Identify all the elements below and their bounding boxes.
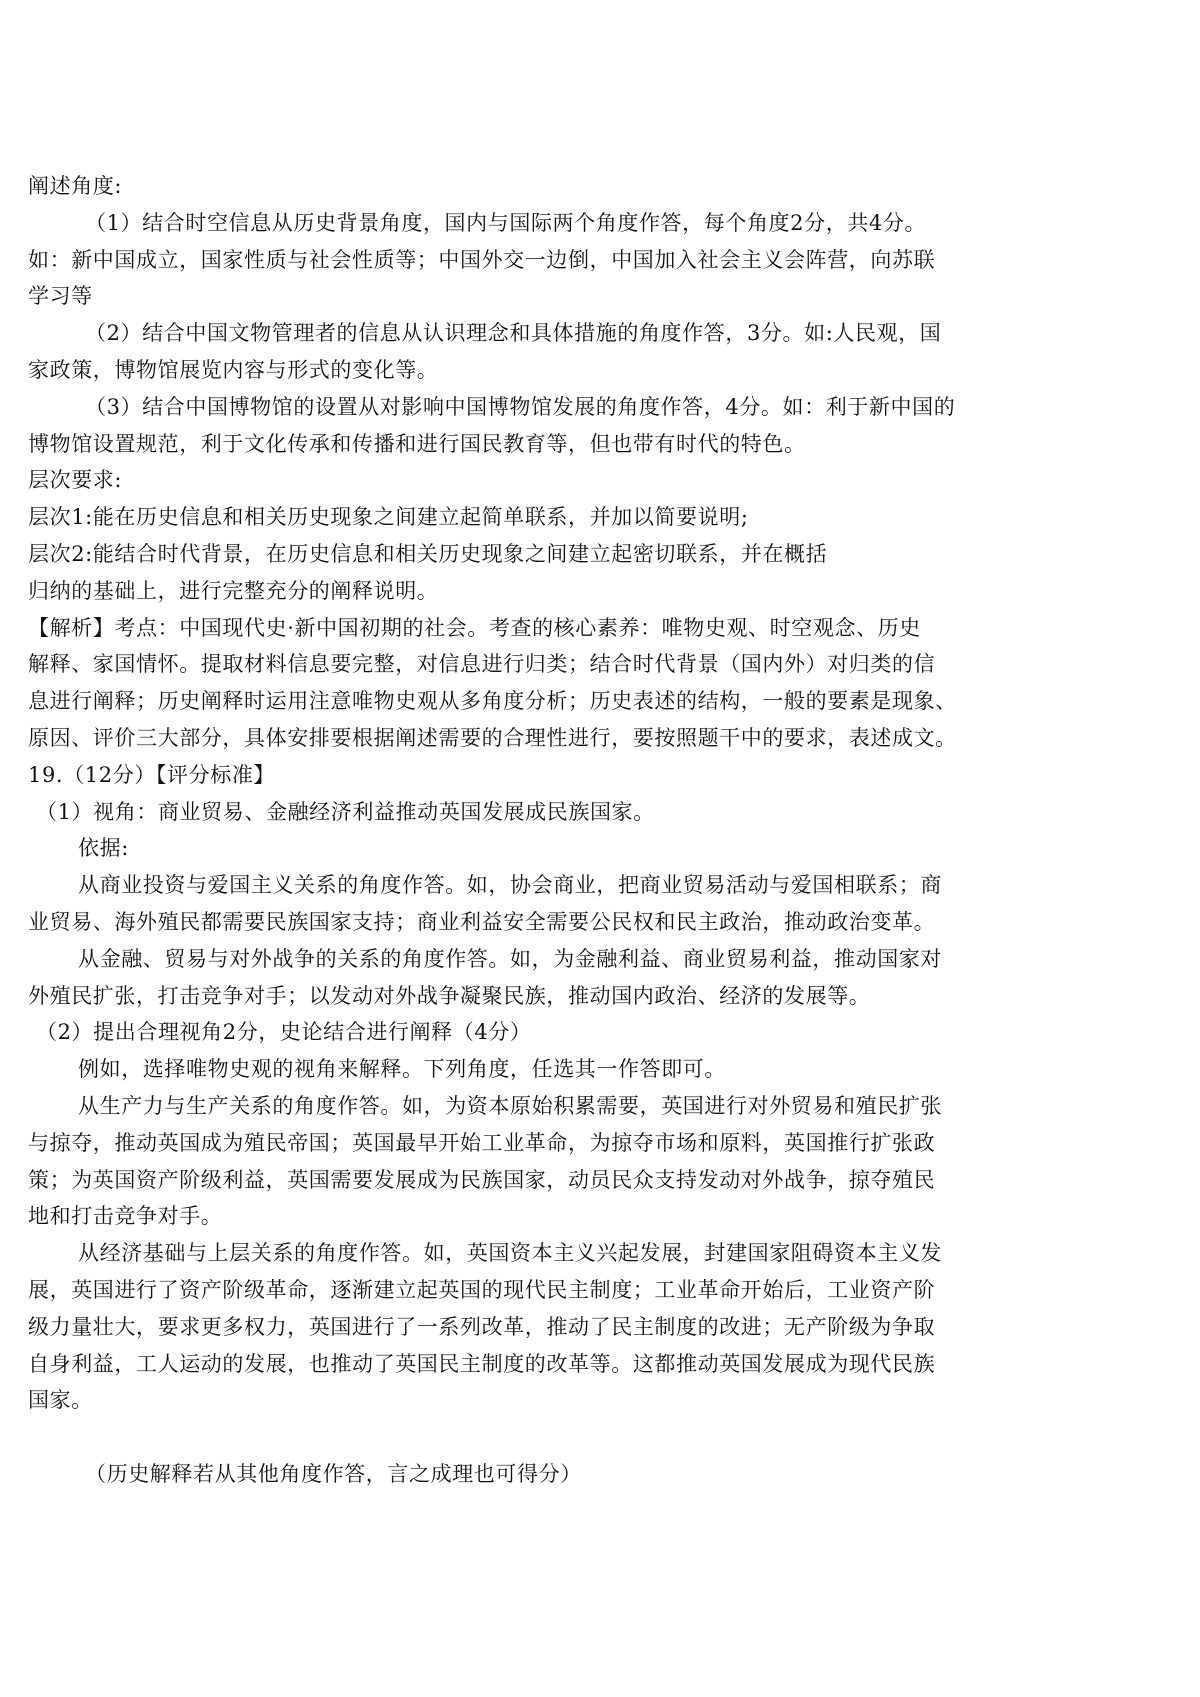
text-line: 依据:: [78, 836, 129, 861]
text-line: （1）视角：商业贸易、金融经济利益推动英国发展成民族国家。: [36, 799, 655, 824]
document-page: [28, 168, 1170, 1493]
text-line: 地和打击竞争对手。: [28, 1204, 223, 1229]
text-line: 【解析】考点：中国现代史·新中国初期的社会。考查的核心素养：唯物史观、时空观念、历史: [28, 615, 921, 640]
text-line: （3）结合中国博物馆的设置从对影响中国博物馆发展的角度作答，4分。如：利于新中国的: [85, 394, 956, 419]
text-line: 例如，选择唯物史观的视角来解释。下列角度，任选其一作答即可。: [78, 1057, 726, 1082]
text-line: （2）结合中国文物管理者的信息从认识理念和具体措施的角度作答，3分。如:人民观，国: [85, 321, 942, 346]
text-line: 层次1:能在历史信息和相关历史现象之间建立起简单联系，并加以简要说明;: [28, 505, 749, 530]
text-line: 与掠夺，推动英国成为殖民帝国；英国最早开始工业革命，为掠夺市场和原料，英国推行扩张政: [28, 1130, 936, 1155]
text-line: 学习等: [28, 284, 93, 309]
text-line: 层次2:能结合时代背景，在历史信息和相关历史现象之间建立起密切联系，并在概括: [28, 541, 828, 566]
text-line: 解释、家国情怀。提取材料信息要完整，对信息进行归类；结合时代背景（国内外）对归类的信: [28, 652, 936, 677]
text-line: 原因、评价三大部分，具体安排要根据阐述需要的合理性进行，要按照题干中的要求，表述成文。: [28, 725, 957, 750]
text-line: 自身利益，工人运动的发展，也推动了英国民主制度的改革等。这都推动英国发展成为现代民族: [28, 1351, 936, 1376]
text-line: 展，英国进行了资产阶级革命，逐渐建立起英国的现代民主制度；工业革命开始后，工业资产阶: [28, 1277, 936, 1302]
text-line: 业贸易、海外殖民都需要民族国家支持；商业利益安全需要公民权和民主政治，推动政治变革。: [28, 909, 936, 934]
spacer: [28, 1419, 1170, 1456]
text-line: （2）提出合理视角2分，史论结合进行阐释（4分）: [36, 1020, 532, 1045]
text-line: 国家。: [28, 1388, 93, 1413]
text-line: 策；为英国资产阶级利益，英国需要发展成为民族国家，动员民众支持发动对外战争，掠夺殖民: [28, 1167, 936, 1192]
section-heading: 层次要求:: [28, 468, 123, 493]
text-line: 归纳的基础上，进行完整充分的阐释说明。: [28, 578, 439, 603]
text-line: 博物馆设置规范，利于文化传承和传播和进行国民教育等，但也带有时代的特色。: [28, 431, 806, 456]
text-line: 从生产力与生产关系的角度作答。如，为资本原始积累需要，英国进行对外贸易和殖民扩张: [78, 1093, 942, 1118]
text-line: 从商业投资与爱国主义关系的角度作答。如，协会商业，把商业贸易活动与爱国相联系；商: [78, 873, 942, 898]
question-heading: 19.（12分）【评分标准】: [28, 762, 276, 787]
text-line: （1）结合时空信息从历史背景角度，国内与国际两个角度作答，每个角度2分，共4分。: [85, 210, 927, 235]
text-line: 阐述角度:: [28, 174, 123, 198]
text-line: （历史解释若从其他角度作答，言之成理也可得分）: [85, 1461, 582, 1486]
text-line: 外殖民扩张，打击竞争对手；以发动对外战争凝聚民族，推动国内政治、经济的发展等。: [28, 983, 871, 1008]
text-line: 息进行阐释；历史阐释时运用注意唯物史观从多角度分析；历史表述的结构，一般的要素是现象、: [28, 689, 957, 714]
text-line: 如：新中国成立，国家性质与社会性质等；中国外交一边倒，中国加入社会主义会阵营，向苏联: [28, 247, 936, 272]
text-line: 从经济基础与上层关系的角度作答。如，英国资本主义兴起发展，封建国家阻碍资本主义发: [78, 1241, 942, 1266]
text-line: 级力量壮大，要求更多权力，英国进行了一系列改革，推动了民主制度的改进；无产阶级为争取: [28, 1314, 936, 1339]
text-line: 从金融、贸易与对外战争的关系的角度作答。如，为金融利益、商业贸易利益，推动国家对: [78, 946, 942, 971]
text-line: 家政策，博物馆展览内容与形式的变化等。: [28, 357, 439, 382]
